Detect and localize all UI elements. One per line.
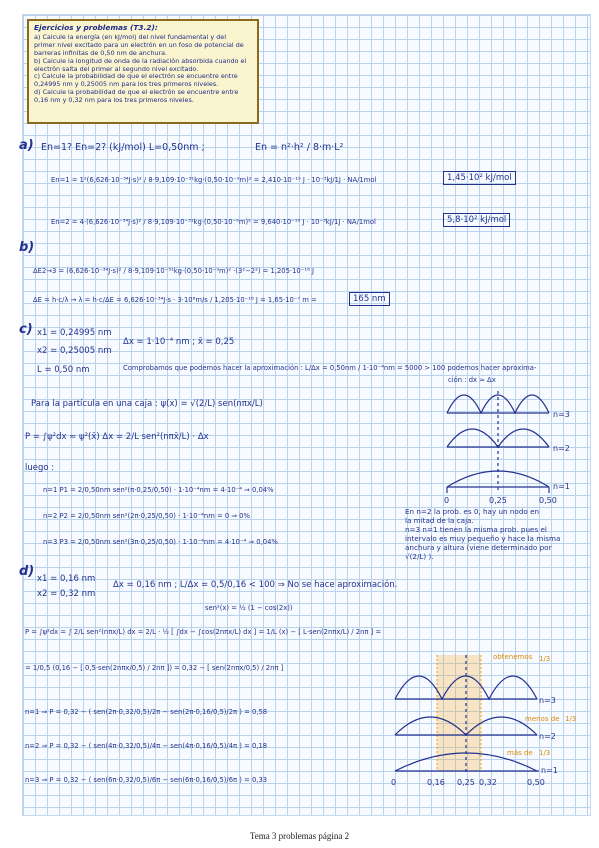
annotation: obtenemos — [493, 653, 533, 661]
e2-result: 5,8·10² kJ/mol — [443, 213, 510, 227]
axis-label: 0 — [444, 496, 450, 505]
level-label: n=2 — [553, 444, 570, 453]
axis-label: 0,50 — [539, 496, 557, 505]
e2-calculation: En=2 = 4·(6,626·10⁻³⁴J·s)² / 8·9,109·10⁻³¹kg·(0,50·10⁻⁹m)² = 9,640·10⁻¹⁹ J · 10⁻³kJ/1J · NA/1mol — [51, 218, 376, 226]
note-line: intervalo es muy pequeño y hace la misma — [405, 534, 561, 543]
problem-statement — [27, 19, 259, 124]
d-integral: P = ∫ψ²dx = ∫ 2/L sen²(nπx/L) dx = 2/L · ½ [ ∫dx − ∫cos(2nπx/L) dx ] = 1/L (x) − [ L·sen(2nπx/L) / 2nπ ] = — [25, 628, 382, 636]
problem-line: primer nivel excitado para un electrón en un foso de potencial de — [34, 40, 244, 49]
notebook-page — [19, 14, 591, 816]
c-x2: x2 = 0,25005 nm — [37, 346, 112, 356]
lambda-result: 165 nm — [349, 292, 390, 306]
c-wavefunction: Para la partícula en una caja : ψ(x) = √(2/L) sen(nπx/L) — [31, 399, 263, 409]
c-node-note — [405, 507, 585, 561]
part-a-label: a) — [19, 138, 34, 153]
psi-n1-curve — [447, 471, 549, 487]
d-identity: sen²(x) = ½ (1 − cos(2x)) — [205, 604, 293, 612]
c-delta-x: Δx = 1·10⁻⁴ nm ; x̄ = 0,25 — [123, 337, 235, 347]
d-delta-x: Δx = 0,16 nm ; L/Δx = 0,5/0,16 < 100 ⇒ No se hace aproximación. — [113, 580, 398, 590]
problem-line: barreras infinitas de 0,50 nm de anchura. — [34, 48, 168, 57]
d-x1: x1 = 0,16 nm — [37, 574, 96, 584]
c-wavefunction-sketch — [441, 383, 571, 507]
axis-label: 0,32 — [479, 778, 497, 787]
page-footer: Tema 3 problemas página 2 — [249, 831, 350, 841]
e1-calculation: En=1 = 1²(6,626·10⁻³⁴J·s)² / 8·9,109·10⁻³¹kg·(0,50·10⁻⁹m)² = 2,410·10⁻¹⁹ J · 10⁻³kJ/1J · NA/1mol — [51, 176, 377, 184]
e1-result: 1,45·10² kJ/mol — [443, 171, 516, 185]
problem-line: d) Calcule la probabilidad de que el electrón se encuentre entre — [34, 88, 239, 97]
axis-label: 0,25 — [489, 496, 507, 505]
d-n3: n=3 ⇒ P = 0,32 − ( sen(6π·0,32/0,5)/6π − sen(6π·0,16/0,5)/6π ) = 0,33 — [25, 776, 268, 784]
c-p3: n=3 P3 = 2/0,50nm sen²(3π·0,25/0,50) · 1·10⁻⁴nm = 4·10⁻⁴ ⇒ 0,04% — [43, 538, 278, 546]
c-approx-check: Comprobamos que podemos hacer la aproximación : L/Δx = 0,50nm / 1·10⁻⁴nm = 5000 > 100 podemos hacer aproxima- — [123, 364, 537, 372]
d-x2: x2 = 0,32 nm — [37, 589, 96, 599]
annotation-fraction: 1/3 — [539, 749, 551, 757]
problem-line: 0,24995 nm y 0,25005 nm para los tres primeros niveles. — [34, 80, 219, 89]
part-b-label: b) — [19, 240, 35, 255]
annotation-fraction: 1/3 — [565, 715, 577, 723]
level-label: n=1 — [541, 766, 558, 775]
d-n1: n=1 ⇒ P = 0,32 − ( sen(2π·0,32/0,5)/2π − sen(2π·0,16/0,5)/2π ) = 0,58 — [25, 708, 268, 716]
problem-line: electrón salta del primer al segundo nivel excitado. — [34, 64, 199, 73]
annotation-fraction: 1/3 — [539, 655, 551, 663]
note-line: √(2/L) ). — [405, 552, 434, 561]
lambda-calculation: ΔE = h·c/λ → λ = h·c/ΔE = 6,626·10⁻³⁴J·s · 3·10⁸m/s / 1,205·10⁻¹⁸ J = 1,65·10⁻⁷ m = — [33, 296, 317, 304]
annotation: menos de — [525, 715, 560, 723]
note-line: n=3 n=1 tienen la misma prob. pues el — [405, 525, 547, 534]
c-probability: P = ∫ψ²dx ≈ ψ²(x̄) Δx = 2/L sen²(nπx̄/L) · Δx — [25, 432, 209, 442]
axis-label: 0,50 — [527, 778, 545, 787]
axis-label: 0 — [391, 778, 397, 787]
note-line: la mitad de la caja. — [405, 516, 474, 525]
part-c-label: c) — [19, 322, 33, 337]
annotation: más de — [507, 749, 533, 757]
problem-line: c) Calcule la probabilidad de que el electrón se encuentre entre — [34, 72, 238, 81]
level-label: n=1 — [553, 482, 570, 491]
note-line: En n=2 la prob. es 0, hay un nodo en — [405, 507, 540, 516]
problem-line: b) Calcule la longitud de onda de la radiación absorbida cuando el — [34, 56, 247, 65]
c-x1: x1 = 0,24995 nm — [37, 328, 112, 338]
part-d-label: d) — [19, 564, 35, 579]
d-general: = 1/0,5 (0,16 − [ 0,5·sen(2nπx/0,5) / 2nπ ]) = 0,32 − [ sen(2nπx/0,5) / 2nπ ] — [25, 664, 284, 672]
level-label: n=3 — [553, 410, 570, 419]
delta-e-calculation: ΔE2→3 = (6,626·10⁻³⁴J·s)² / 8·9,109·10⁻³¹kg·(0,50·10⁻⁹m)² ·(3²−2²) = 1,205·10⁻¹⁸ J — [33, 267, 314, 275]
level-label: n=2 — [539, 732, 556, 741]
energy-formula: En = n²·h² / 8·m·L² — [255, 142, 344, 153]
c-approx-check-2: ción : dx ≈ Δx — [448, 376, 496, 384]
problem-line: 0,16 nm y 0,32 nm para los tres primeros niveles. — [34, 96, 194, 105]
axis-label: 0,16 — [427, 778, 445, 787]
level-label: n=3 — [539, 696, 556, 705]
problem-title: Ejercicios y problemas (T3.2): — [34, 23, 158, 32]
c-p1: n=1 P1 = 2/0,50nm sen²(π·0,25/0,50) · 1·10⁻⁴nm = 4·10⁻⁴ ⇒ 0,04% — [43, 486, 274, 494]
axis-label: 0,25 — [457, 778, 475, 787]
part-a-question: En=1? En=2? (kJ/mol) L=0,50nm ; — [41, 142, 205, 153]
note-line: anchura y altura (viene determinado por — [405, 543, 552, 552]
problem-line: a) Calcule la energía (en kJ/mol) del nivel fundamental y del — [34, 32, 226, 41]
c-luego: luego : — [25, 463, 55, 473]
c-length: L = 0,50 nm — [37, 365, 90, 375]
d-probability-sketch — [389, 649, 585, 787]
d-n2: n=2 ⇒ P = 0,32 − ( sen(4π·0,32/0,5)/4π − sen(4π·0,16/0,5)/4π ) = 0,18 — [25, 742, 268, 750]
psi-n2-curve — [447, 429, 549, 447]
c-p2: n=2 P2 = 2/0,50nm sen²(2π·0,25/0,50) · 1·10⁻⁴nm = 0 ⇒ 0% — [43, 512, 250, 520]
